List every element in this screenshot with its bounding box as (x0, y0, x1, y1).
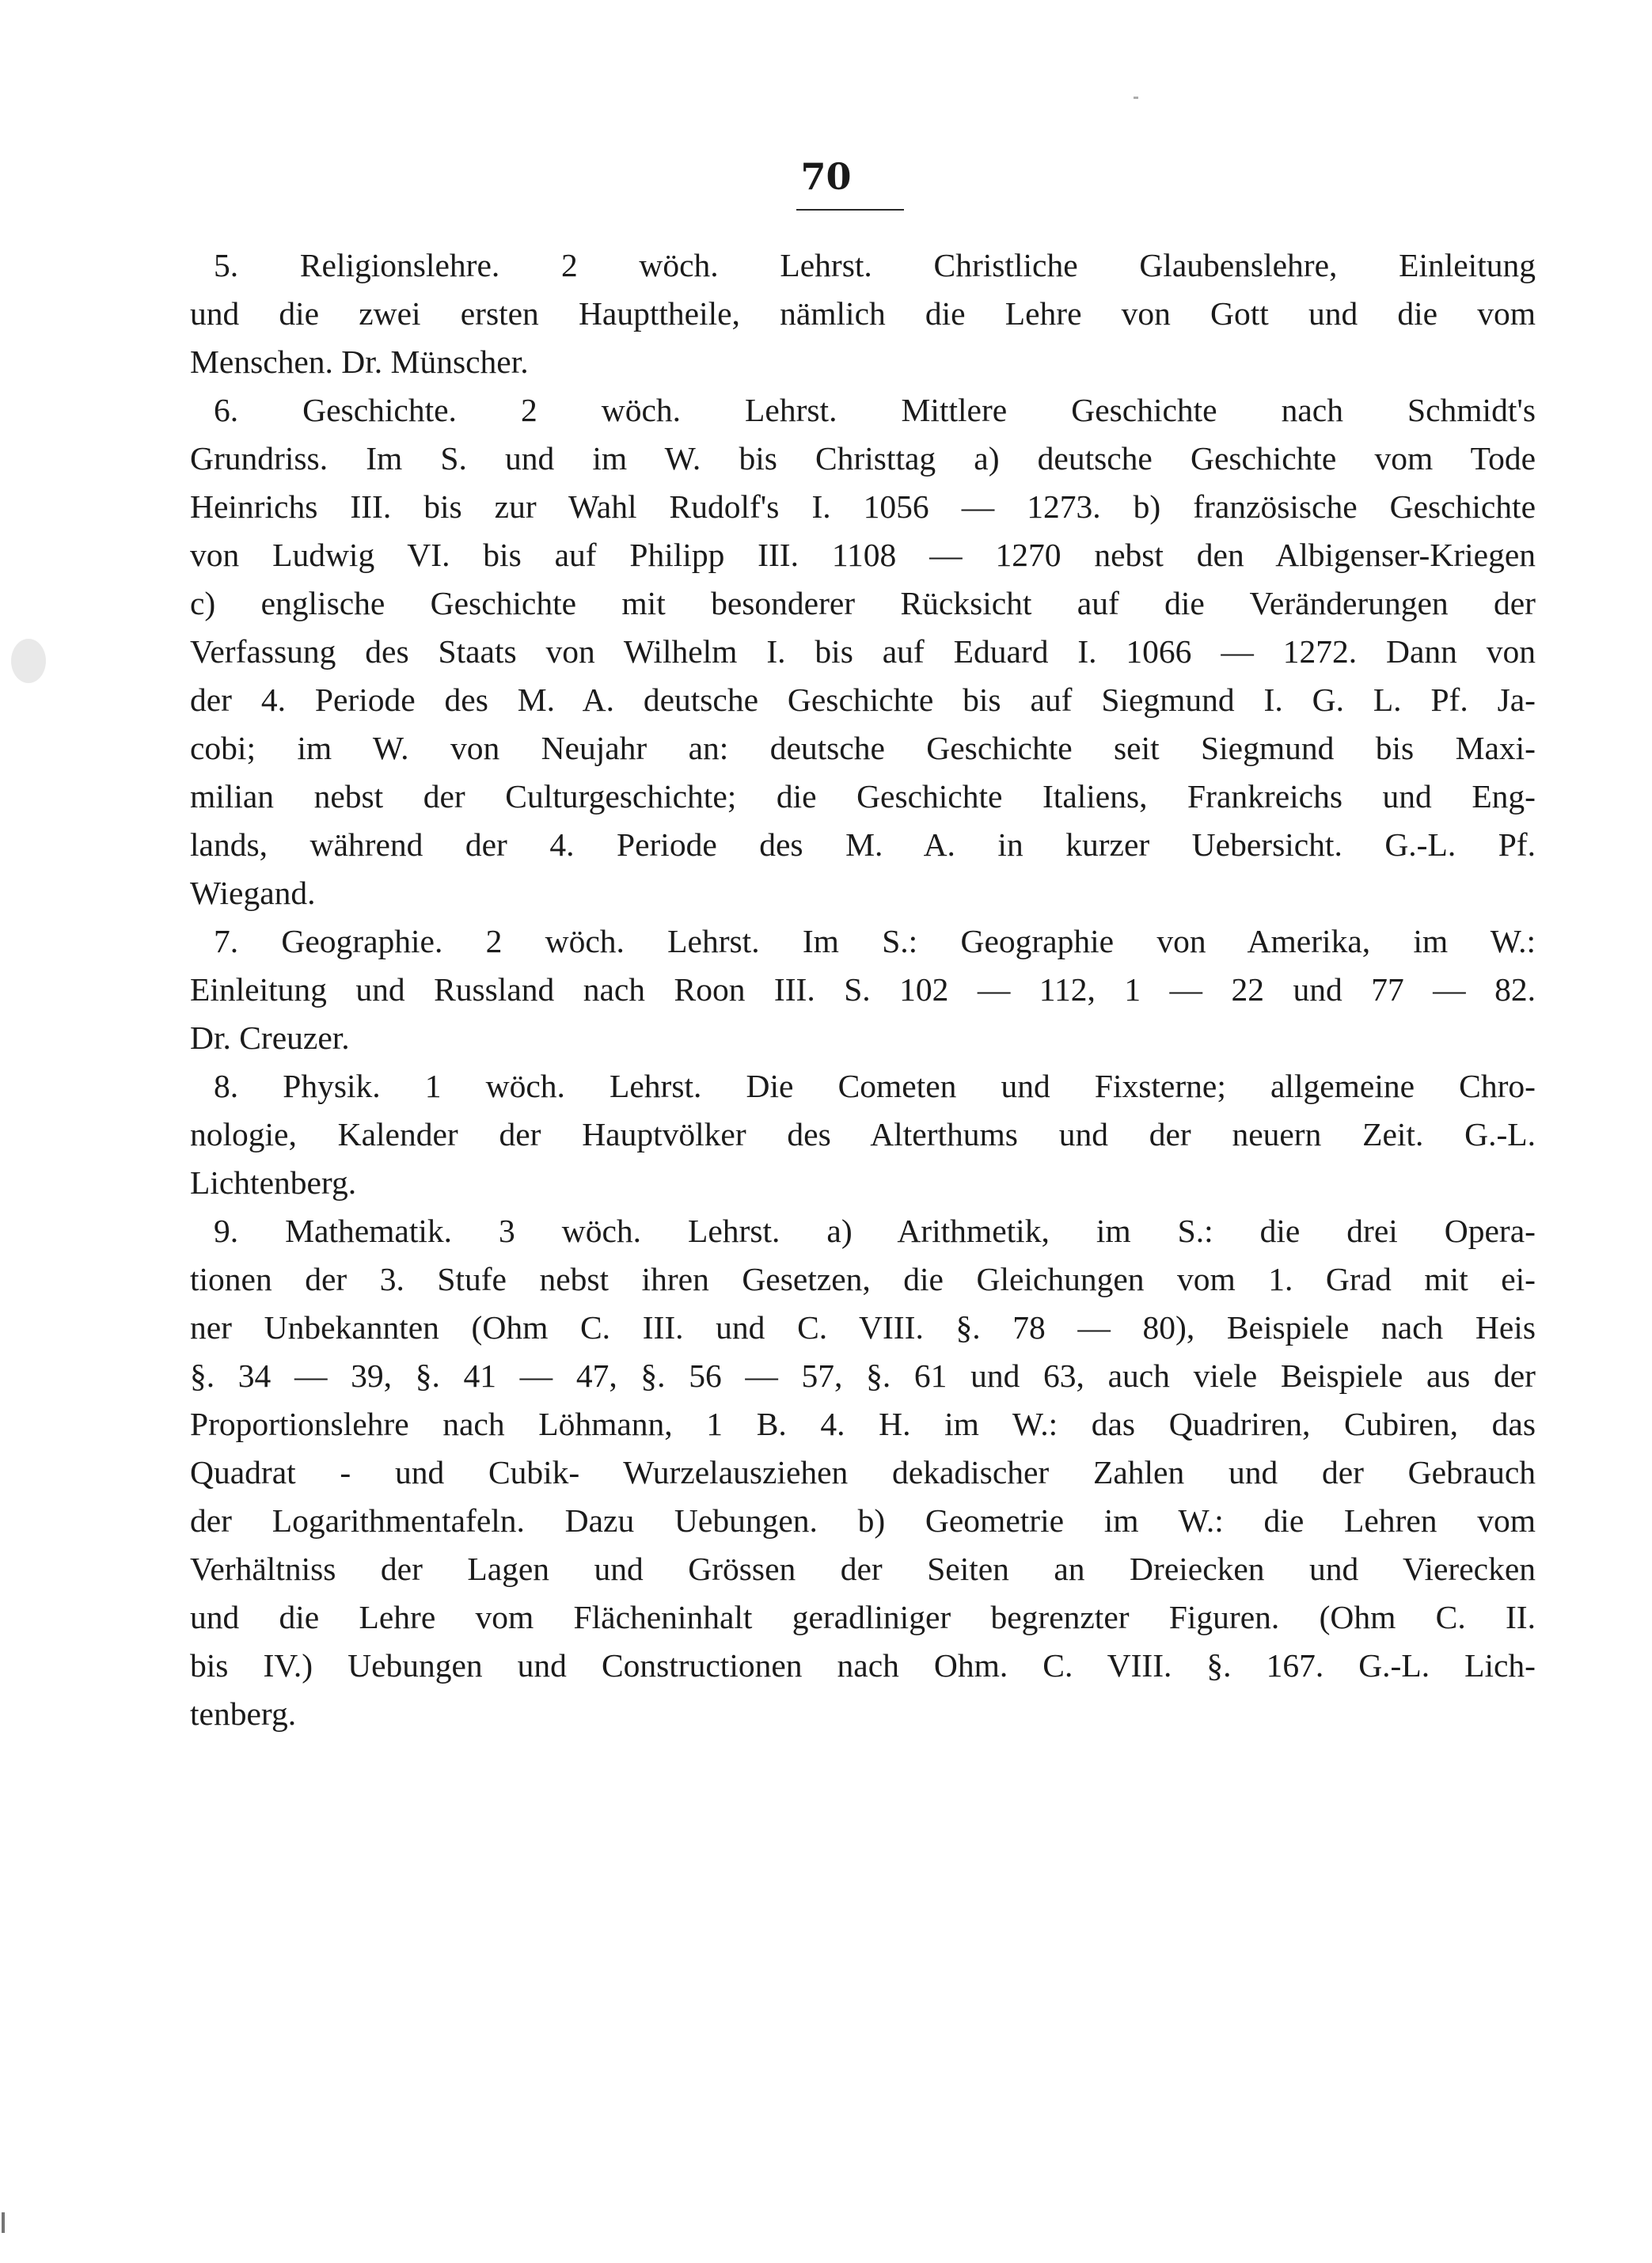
text-line: §. 34 — 39, §. 41 — 47, §. 56 — 57, §. 61 und 63, auch viele Beispiele aus der (190, 1357, 1536, 1394)
text-line: und die zwei ersten Haupttheile, nämlich die Lehre von Gott und die vom (190, 295, 1536, 332)
text-line: und die Lehre vom Flächeninhalt geradliniger begrenzter Figuren. (Ohm C. II. (190, 1599, 1536, 1635)
text-line: Proportionslehre nach Löhmann, 1 B. 4. H. im W.: das Quadriren, Cubiren, das (190, 1406, 1536, 1442)
text-line: Quadrat - und Cubik- Wurzelausziehen dekadischer Zahlen und der Gebrauch (190, 1454, 1536, 1490)
text-line: lands, während der 4. Periode des M. A. in kurzer Uebersicht. G.-L. Pf. (190, 826, 1536, 863)
text-line: 6. Geschichte. 2 wöch. Lehrst. Mittlere Geschichte nach Schmidt's (214, 392, 1536, 428)
scan-edge-mark (2, 2212, 5, 2233)
text-line: 9. Mathematik. 3 wöch. Lehrst. a) Arithmetik, im S.: die drei Opera- (214, 1213, 1536, 1249)
text-line: 5. Religionslehre. 2 wöch. Lehrst. Christliche Glaubenslehre, Einleitung (214, 247, 1536, 283)
text-line: Dr. Creuzer. (190, 1019, 350, 1056)
text-line: Grundriss. Im S. und im W. bis Christtag a) deutsche Geschichte vom Tode (190, 440, 1536, 477)
text-line: tenberg. (190, 1695, 297, 1732)
text-line: der 4. Periode des M. A. deutsche Geschichte bis auf Siegmund I. G. L. Pf. Ja- (190, 682, 1536, 718)
text-line: der Logarithmentafeln. Dazu Uebungen. b) Geometrie im W.: die Lehren vom (190, 1502, 1536, 1539)
text-line: tionen der 3. Stufe nebst ihren Gesetzen, die Gleichungen vom 1. Grad mit ei- (190, 1261, 1536, 1297)
text-line: von Ludwig VI. bis auf Philipp III. 1108 — 1270 nebst den Albigenser-Kriegen (190, 537, 1536, 573)
text-line: Menschen. Dr. Münscher. (190, 344, 529, 380)
text-line: Verhältniss der Lagen und Grössen der Seiten an Dreiecken und Vierecken (190, 1551, 1536, 1587)
text-line: milian nebst der Culturgeschichte; die Geschichte Italiens, Frankreichs und Eng- (190, 778, 1536, 814)
text-line: Wiegand. (190, 875, 316, 911)
text-line: 8. Physik. 1 wöch. Lehrst. Die Cometen und Fixsterne; allgemeine Chro- (214, 1068, 1536, 1104)
text-line: nologie, Kalender der Hauptvölker des Alterthums und der neuern Zeit. G.-L. (190, 1116, 1536, 1152)
text-line: 7. Geographie. 2 wöch. Lehrst. Im S.: Geographie von Amerika, im W.: (214, 923, 1536, 959)
text-line: cobi; im W. von Neujahr an: deutsche Geschichte seit Siegmund bis Maxi- (190, 730, 1536, 766)
page-number-rule (796, 209, 904, 211)
text-line: Heinrichs III. bis zur Wahl Rudolf's I. 1056 — 1273. b) französische Geschichte (190, 488, 1536, 525)
text-line: bis IV.) Uebungen und Constructionen nach Ohm. C. VIII. §. 167. G.-L. Lich- (190, 1647, 1536, 1684)
scan-smudge (5, 633, 52, 689)
text-line: c) englische Geschichte mit besonderer Rücksicht auf die Veränderungen der (190, 585, 1536, 621)
text-line: Einleitung und Russland nach Roon III. S. 102 — 112, 1 — 22 und 77 — 82. (190, 971, 1536, 1008)
scan-speck (1134, 97, 1138, 99)
text-line: ner Unbekannten (Ohm C. III. und C. VIII. §. 78 — 80), Beispiele nach Heis (190, 1309, 1536, 1346)
text-line: Lichtenberg. (190, 1164, 357, 1201)
text-line: Verfassung des Staats von Wilhelm I. bis auf Eduard I. 1066 — 1272. Dann von (190, 633, 1536, 670)
page-number: 70 (800, 155, 852, 198)
body-text (190, 241, 1536, 1738)
